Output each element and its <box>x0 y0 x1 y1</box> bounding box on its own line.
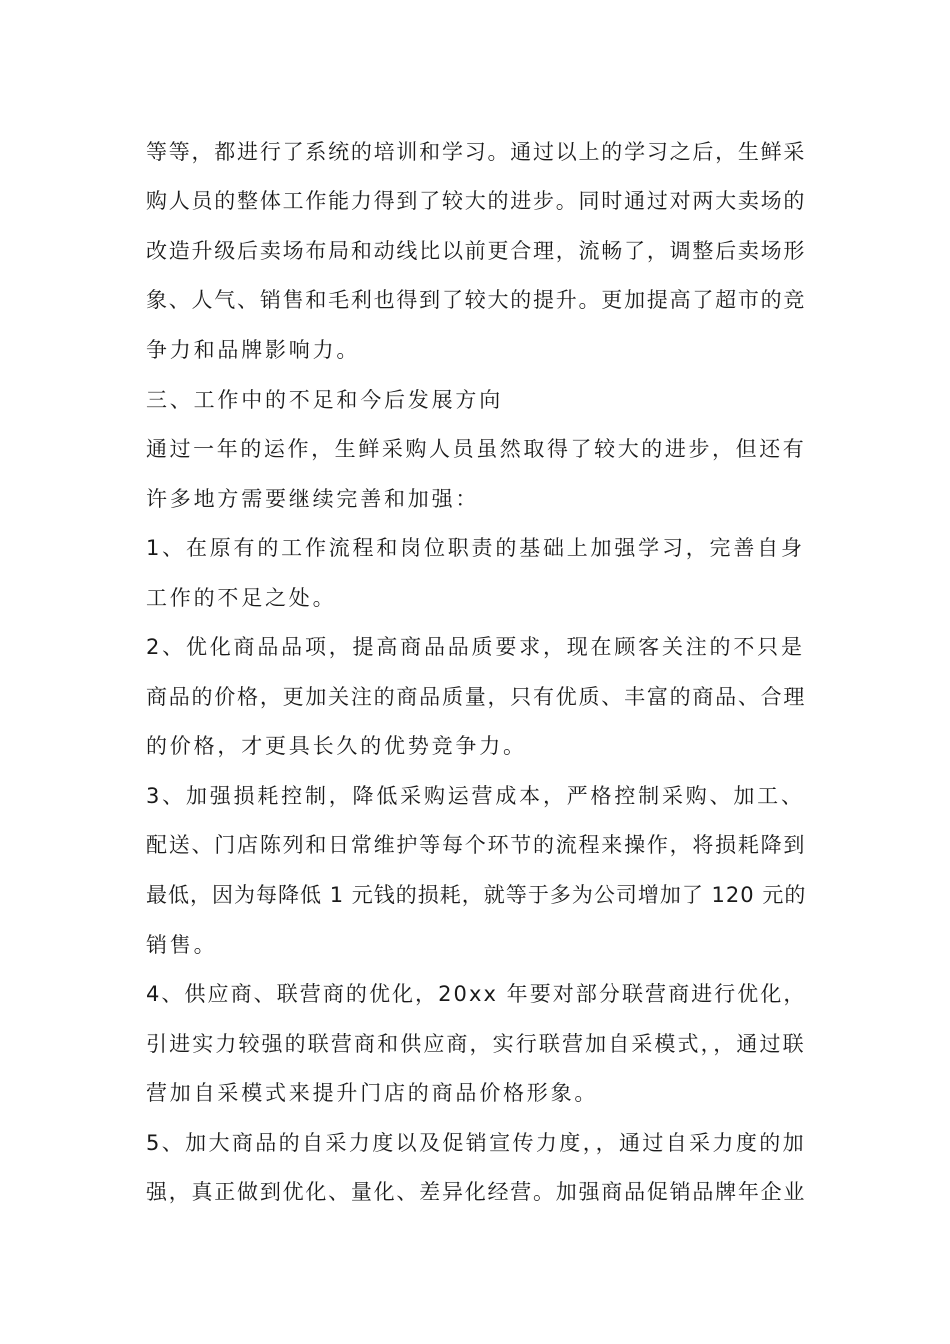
text-line: 工作的不足之处。 <box>146 586 337 610</box>
text-line: 通过一年的运作，生鲜采购人员虽然取得了较大的进步，但还有 <box>146 437 807 461</box>
section-heading: 三、工作中的不足和今后发展方向 <box>146 388 503 412</box>
text-line: 改造升级后卖场布局和动线比以前更合理，流畅了，调整后卖场形 <box>146 239 807 263</box>
text-line: 商品的价格，更加关注的商品质量，只有优质、丰富的商品、合理 <box>146 685 807 709</box>
text-line: 象、人气、销售和毛利也得到了较大的提升。更加提高了超市的竞 <box>146 288 807 312</box>
text-line: 配送、门店陈列和日常维护等每个环节的流程来操作，将损耗降到 <box>146 833 807 857</box>
text-line: 引进实力较强的联营商和供应商，实行联营加自采模式，，通过联 <box>146 1032 806 1056</box>
text-line: 营加自采模式来提升门店的商品价格形象。 <box>146 1081 599 1105</box>
list-item-4: 4、供应商、联营商的优化，20xx 年要对部分联营商进行优化， <box>146 982 807 1006</box>
text-line: 购人员的整体工作能力得到了较大的进步。同时通过对两大卖场的 <box>146 189 807 213</box>
list-item-1: 1、在原有的工作流程和岗位职责的基础上加强学习，完善自身 <box>146 536 805 560</box>
list-item-5: 5、加大商品的自采力度以及促销宣传力度，，通过自采力度的加 <box>146 1131 807 1155</box>
text-line: 最低，因为每降低 1 元钱的损耗，就等于多为公司增加了 120 元的 <box>146 883 807 907</box>
text-line: 的价格，才更具长久的优势竞争力。 <box>146 734 527 758</box>
list-item-2: 2、优化商品品项，提高商品品质要求，现在顾客关注的不只是 <box>146 635 805 659</box>
list-item-3: 3、加强损耗控制，降低采购运营成本，严格控制采购、加工、 <box>146 784 805 808</box>
text-line: 等等，都进行了系统的培训和学习。通过以上的学习之后，生鲜采 <box>146 140 807 164</box>
text-line: 争力和品牌影响力。 <box>146 338 361 362</box>
text-line: 销售。 <box>146 933 218 957</box>
text-line: 许多地方需要继续完善和加强： <box>146 487 480 511</box>
text-line: 强，真正做到优化、量化、差异化经营。加强商品促销品牌年企业 <box>146 1180 807 1204</box>
